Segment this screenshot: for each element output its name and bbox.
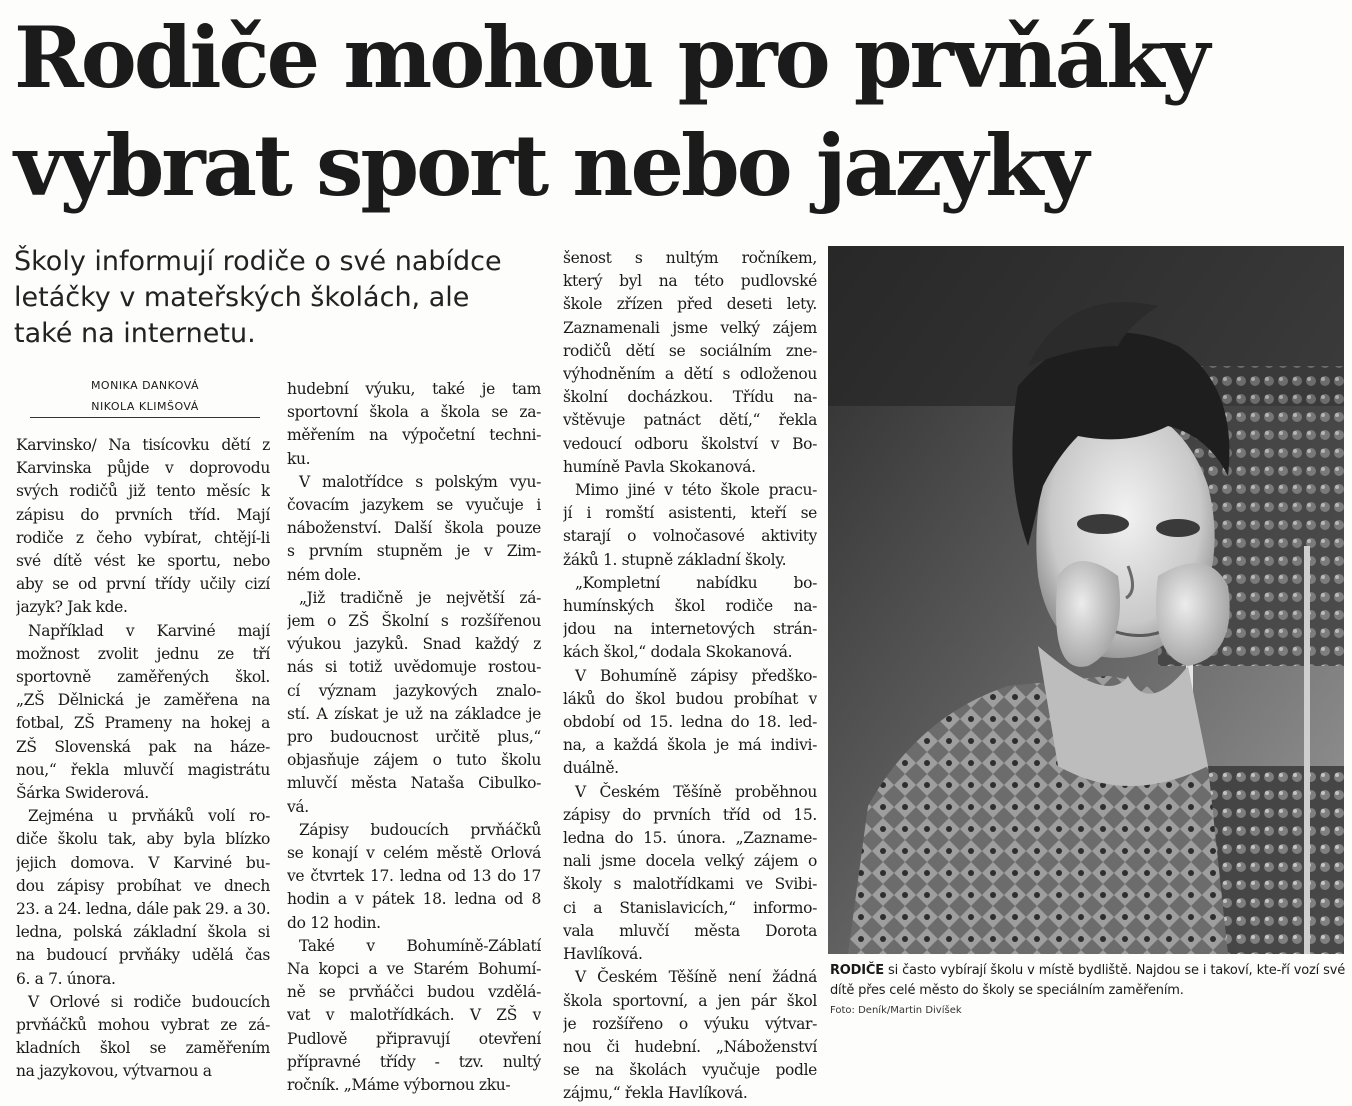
article-text-line: cí význam jazykových znalo- — [287, 681, 541, 700]
article-text-line: šenost s nultým ročníkem, — [563, 249, 817, 267]
article-text-line: jazyk? Jak kde. — [16, 598, 128, 617]
article-text-line: Karvinsko/ Na tisícovku dětí z — [16, 436, 270, 454]
article-text-line: Například v Karviné mají — [28, 621, 270, 640]
article-text-line: přípravné třídy - tzv. nultý — [287, 1052, 541, 1071]
article-text-line: svých rodičů již tento měsíc k — [16, 482, 270, 501]
author-name: NIKOLA KLIMŠOVÁ — [91, 400, 199, 413]
article-text-line: humíně Pavla Skokanová. — [563, 457, 756, 476]
article-text-line: diče školu tak, aby byla blízko — [16, 830, 270, 849]
article-text-line: nou,“ řekla mluvčí magistrátu — [16, 760, 270, 779]
article-text-line: „Již tradičně je největší zá- — [299, 588, 541, 607]
article-text-line: školní docházkou. Třídu na- — [563, 388, 817, 407]
byline-rule — [30, 417, 260, 418]
article-text-line: čovacím jazykem se vyučuje i — [287, 496, 541, 515]
article-text-line: prvňáčků mohou vybrat ze zá- — [16, 1016, 270, 1035]
article-text-line: Zejména u prvňáků volí ro- — [28, 807, 270, 826]
article-text-line: Také v Bohumíně-Záblatí — [299, 936, 541, 955]
article-text-line: hudební výuku, také je tam — [287, 380, 541, 398]
article-text-line: „ZŠ Dělnická je zaměřena na — [16, 691, 270, 710]
article-text-line: vat v malotřídkách. V ZŠ v — [287, 1006, 541, 1025]
photo-credit: Foto: Deník/Martin Divíšek — [830, 1005, 962, 1016]
article-text-line: dou zápisy probíhat ve dnech — [16, 876, 270, 895]
article-text-line: vedoucí odboru školství v Bo- — [563, 434, 817, 453]
article-text-line: škole zřízen před deseti lety. — [563, 295, 817, 314]
article-text-line: ledna, polská základní škola si — [16, 923, 270, 942]
article-text-line: ném dole. — [287, 565, 361, 584]
article-text-line: vá. — [287, 797, 309, 816]
article-column-3 — [563, 247, 817, 1106]
article-text-line: Karvinska půjde v doprovodu — [16, 459, 270, 478]
article-text-line: sportovní škola a škola se za- — [287, 403, 541, 422]
article-text-line: objasňuje zájem o tuto školu — [287, 751, 541, 770]
article-text-line: výhodněním a dětí s odloženou — [563, 365, 817, 384]
article-text-line: ně se prvňáčci budou vzdělá- — [287, 983, 541, 1002]
article-text-line: V Bohumíně zápisy předško- — [575, 666, 817, 685]
article-text-line: Havlíková. — [563, 945, 643, 964]
article-text-line: měřením na výpočetní techni- — [287, 426, 541, 445]
article-text-line: ci a Stanislavicích,“ informo- — [563, 898, 817, 917]
article-column-2 — [287, 378, 541, 1097]
article-text-line: jdou na internetových strán- — [563, 620, 817, 639]
article-text-line: na, a každá škola je má indivi- — [563, 736, 817, 755]
article-text-line: na jazykovou, výtvarnou a — [16, 1062, 212, 1081]
article-text-line: škola sportovní, a jen pár škol — [563, 991, 817, 1010]
article-text-line: zápisu do prvních tříd. Mají — [16, 505, 270, 524]
article-text-line: ku. — [287, 449, 311, 468]
article-text-line: 6. a 7. února. — [16, 969, 116, 988]
article-text-line: Šárka Swiderová. — [16, 784, 149, 803]
article-text-line: V Českém Těšíně není žádná — [575, 968, 817, 987]
article-text-line: humínských škol rodiče na- — [563, 597, 817, 616]
article-text-line: Zaznamenali jsme velký zájem — [563, 318, 817, 337]
article-text-line: V Orlové si rodiče budoucích — [28, 992, 270, 1011]
article-text-line: období od 15. ledna do 18. led- — [563, 713, 817, 732]
article-column-1 — [16, 434, 270, 1084]
article-text-line: sportovně zaměřených škol. — [16, 668, 270, 687]
article-text-line: jejich domova. V Karviné bu- — [16, 853, 270, 872]
article-text-line: možnost zvolit jednu ze tří — [16, 644, 270, 663]
article-text-line: láků do škol budou probíhat v — [563, 689, 817, 708]
headline-line-1: Rodiče mohou pro prvňáky — [14, 8, 1208, 107]
article-text-line: aby se od první třídy učily cizí — [16, 575, 270, 594]
article-text-line: Mimo jiné v této škole pracu- — [575, 481, 817, 500]
article-text-line: je rozšířeno o výuku výtvar- — [563, 1014, 817, 1033]
article-text-line: rodiče z čeho vybírat, chtějí-li — [16, 528, 270, 547]
article-text-line: na budoucí prvňáky udělá čas — [16, 946, 270, 965]
article-text-line: mluvčí města Nataša Cibulko- — [287, 774, 541, 793]
article-text-line: ročník. „Máme výbornou zku- — [287, 1076, 511, 1095]
article-text-line: Na kopci a ve Starém Bohumí- — [287, 960, 541, 979]
child-portrait-photo — [828, 246, 1344, 954]
author-name: MONIKA DANKOVÁ — [90, 379, 200, 392]
article-text-line: nás si totiž uvědomuje rostou- — [287, 658, 541, 677]
article-text-line: zájmu,“ řekla Havlíková. — [563, 1084, 748, 1103]
photo-caption — [830, 961, 1345, 1001]
caption-lead-word: RODIČE — [830, 963, 884, 978]
article-text-line: náboženství. Další škola pouze — [287, 519, 541, 538]
article-text-line: hodin a v pátek 18. ledna od 8 — [287, 890, 541, 909]
article-text-line: výukou jazyků. Snad každý z — [287, 635, 541, 654]
article-text-line: starají o volnočasové aktivity — [563, 527, 817, 546]
article-text-line: ve čtvrtek 17. ledna od 13 do 17 — [287, 867, 541, 886]
article-text-line: se na školách vyučuje podle — [563, 1061, 817, 1080]
article-text-line: jem o ZŠ Školní s rozšířenou — [287, 612, 541, 631]
article-text-line: duálně. — [563, 759, 619, 778]
article-text-line: zápisy do prvních tříd od 15. — [563, 805, 817, 824]
article-text-line: který byl na této pudlovské — [563, 272, 817, 291]
article-text-line: do 12 hodin. — [287, 913, 381, 932]
article-text-line: 23. a 24. ledna, dále pak 29. a 30. — [16, 900, 270, 919]
article-text-line: rodičů dětí se sociálním zne- — [563, 341, 817, 360]
article-text-line: vala mluvčí města Dorota — [563, 921, 817, 940]
article-text-line: fotbal, ZŠ Prameny na hokej a — [16, 714, 270, 733]
article-text-line: kách škol,“ dodala Skokanová. — [563, 643, 793, 662]
article-text-line: ledna do 15. února. „Zazname- — [563, 829, 817, 848]
article-text-line: školy s malotřídkami ve Svibi- — [563, 875, 817, 894]
article-text-line: s prvním stupněm je v Zim- — [287, 542, 541, 561]
article-text-line: stí. A získat je už na základce je — [287, 704, 541, 723]
article-text-line: jí i romští asistenti, kteří se — [563, 504, 817, 523]
article-text-line: ZŠ Slovenská pak na háze- — [16, 737, 270, 756]
article-text-line: V Českém Těšíně proběhnou — [575, 782, 817, 801]
article-text-line: své dítě vést ke sportu, nebo — [16, 552, 270, 571]
headline-line-2: vybrat sport nebo jazyky — [14, 116, 1087, 215]
article-text-line: se konají v celém městě Orlová — [287, 844, 541, 863]
article-text-line: nali jsme docela velký zájem o — [563, 852, 817, 871]
article-text-line: nou či hudební. „Náboženství — [563, 1037, 817, 1056]
caption-text: si často vybírají školu v místě bydliště. Najdou se i takoví, kte-ří vozí své dítě přes celé město do školy se speciálním zaměřením. — [830, 963, 1345, 998]
article-text-line: kladních škol se zaměřením — [16, 1039, 270, 1058]
article-text-line: Zápisy budoucích prvňáčků — [299, 820, 541, 839]
article-text-line: vštěvuje patnáct dětí,“ řekla — [563, 411, 817, 430]
article-text-line: „Kompletní nabídku bo- — [575, 573, 817, 592]
article-lead: Školy informují rodiče o své nabídce letáčky v mateřských školách, ale také na internetu. — [14, 246, 502, 349]
article-text-line: žáků 1. stupně základní školy. — [563, 550, 787, 569]
article-text-line: Pudlově připravují otevření — [287, 1029, 541, 1048]
article-text-line: pro budoucnost určitě plus,“ — [287, 728, 541, 747]
article-text-line: V malotřídce s polským vyu- — [299, 472, 541, 491]
